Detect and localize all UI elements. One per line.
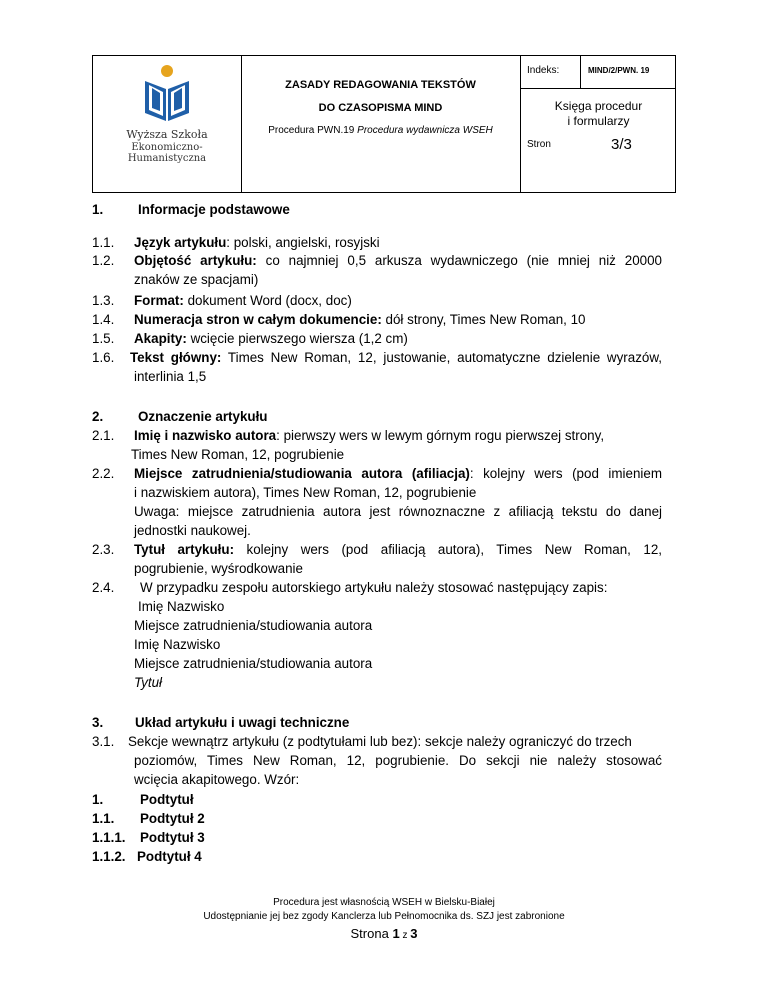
list-item: W przypadku zespołu autorskiego artykułu należy stosować następujący zapis: — [140, 580, 608, 595]
section-number: 1. — [92, 202, 104, 217]
outline-number: 1. — [92, 792, 104, 807]
list-item-note: jednostki naukowej. — [134, 523, 251, 538]
item-number: 2.1. — [92, 428, 115, 443]
example-line: Tytuł — [134, 675, 163, 690]
list-item-cont: interlinia 1,5 — [134, 369, 207, 384]
list-item: Język artykułu: polski, angielski, rosyjski — [134, 235, 380, 250]
example-line: Imię Nazwisko — [138, 599, 225, 614]
outline-title: Podtytuł 3 — [140, 830, 205, 845]
item-number: 1.2. — [92, 253, 115, 268]
list-item-cont: pogrubienie, wyśrodkowanie — [134, 561, 303, 576]
school-logo — [93, 56, 241, 194]
book-figure-icon — [137, 63, 197, 125]
list-item-note: Uwaga: miejsce zatrudnienia autora jest równoznaczne z afiliacją tekstu do danej — [134, 504, 662, 519]
item-number: 2.2. — [92, 466, 115, 481]
procedure-name: Procedura PWN.19 Procedura wydawnicza WSEH — [268, 125, 493, 136]
document-header — [92, 55, 676, 193]
list-item-cont: wcięcia akapitowego. Wzór: — [134, 772, 300, 787]
section-number: 3. — [92, 715, 104, 730]
item-number: 1.6. — [92, 350, 115, 365]
list-item: Tytuł artykułu: kolejny wers (pod afiliacją autora), Times New Roman, 12, — [134, 542, 662, 557]
list-item-cont: i nazwiskiem autora), Times New Roman, 12, pogrubienie — [134, 485, 477, 500]
list-item: Tekst główny: Times New Roman, 12, justowanie, automatyczne dzielenie wyrazów, — [130, 350, 663, 365]
list-item-cont: poziomów, Times New Roman, 12, pogrubienie. Do sekcji nie należy stosować — [134, 753, 662, 768]
example-line: Miejsce zatrudnienia/studiowania autora — [134, 656, 373, 671]
doc-title-line1: ZASADY REDAGOWANIA TEKSTÓW — [285, 79, 476, 91]
pages-label: Stron — [527, 139, 551, 150]
list-item: Sekcje wewnątrz artykułu (z podtytułami lub bez): sekcje należy ograniczyć do trzech — [128, 734, 632, 749]
pages-value: 3/3 — [611, 136, 632, 153]
section-number: 2. — [92, 409, 104, 424]
doc-title-line2: DO CZASOPISMA MIND — [318, 102, 443, 114]
section-title: Układ artykułu i uwagi techniczne — [135, 715, 350, 730]
outline-number: 1.1.1. — [92, 830, 126, 845]
index-label: Indeks: — [527, 65, 560, 76]
item-number: 1.4. — [92, 312, 115, 327]
index-value: MIND/2/PWN. 19 — [588, 66, 650, 75]
section-title: Oznaczenie artykułu — [138, 409, 268, 424]
list-item: Akapity: wcięcie pierwszego wiersza (1,2 cm) — [134, 331, 408, 346]
section-title: Informacje podstawowe — [138, 202, 290, 217]
item-number: 3.1. — [92, 734, 115, 749]
page-number: Strona 1 z 3 — [350, 926, 418, 941]
book-line1: Księga procedur — [554, 99, 643, 113]
outline-number: 1.1.2. — [92, 849, 126, 864]
item-number: 1.3. — [92, 293, 115, 308]
list-item: Objętość artykułu: co najmniej 0,5 arkusza wydawniczego (nie mniej niż 20000 — [134, 253, 662, 268]
footer-ownership: Procedura jest własnością WSEH w Bielsku-Białej — [273, 897, 495, 908]
book-line2: i formularzy — [567, 114, 630, 128]
list-item-cont: znaków ze spacjami) — [134, 272, 259, 287]
list-item: Format: dokument Word (docx, doc) — [134, 293, 352, 308]
item-number: 1.5. — [92, 331, 115, 346]
item-number: 2.3. — [92, 542, 115, 557]
example-line: Miejsce zatrudnienia/studiowania autora — [134, 618, 373, 633]
outline-title: Podtytuł 4 — [137, 849, 202, 864]
logo-text-line2: Ekonomiczno-Humanistyczna — [127, 142, 207, 164]
list-item: Miejsce zatrudnienia/studiowania autora (afiliacja): kolejny wers (pod imieniem — [134, 466, 662, 481]
logo-text-line1: Wyższa Szkoła — [126, 128, 208, 141]
outline-title: Podtytuł — [140, 792, 194, 807]
item-number: 2.4. — [92, 580, 115, 595]
footer-restriction: Udostępnianie jej bez zgody Kanclerza lub Pełnomocnika ds. SZJ jest zabronione — [203, 911, 565, 922]
list-item-cont: Times New Roman, 12, pogrubienie — [131, 447, 345, 462]
outline-number: 1.1. — [92, 811, 115, 826]
list-item: Numeracja stron w całym dokumencie: dół strony, Times New Roman, 10 — [134, 312, 586, 327]
list-item: Imię i nazwisko autora: pierwszy wers w lewym górnym rogu pierwszej strony, — [134, 428, 605, 443]
example-line: Imię Nazwisko — [134, 637, 221, 652]
outline-title: Podtytuł 2 — [140, 811, 205, 826]
item-number: 1.1. — [92, 235, 115, 250]
